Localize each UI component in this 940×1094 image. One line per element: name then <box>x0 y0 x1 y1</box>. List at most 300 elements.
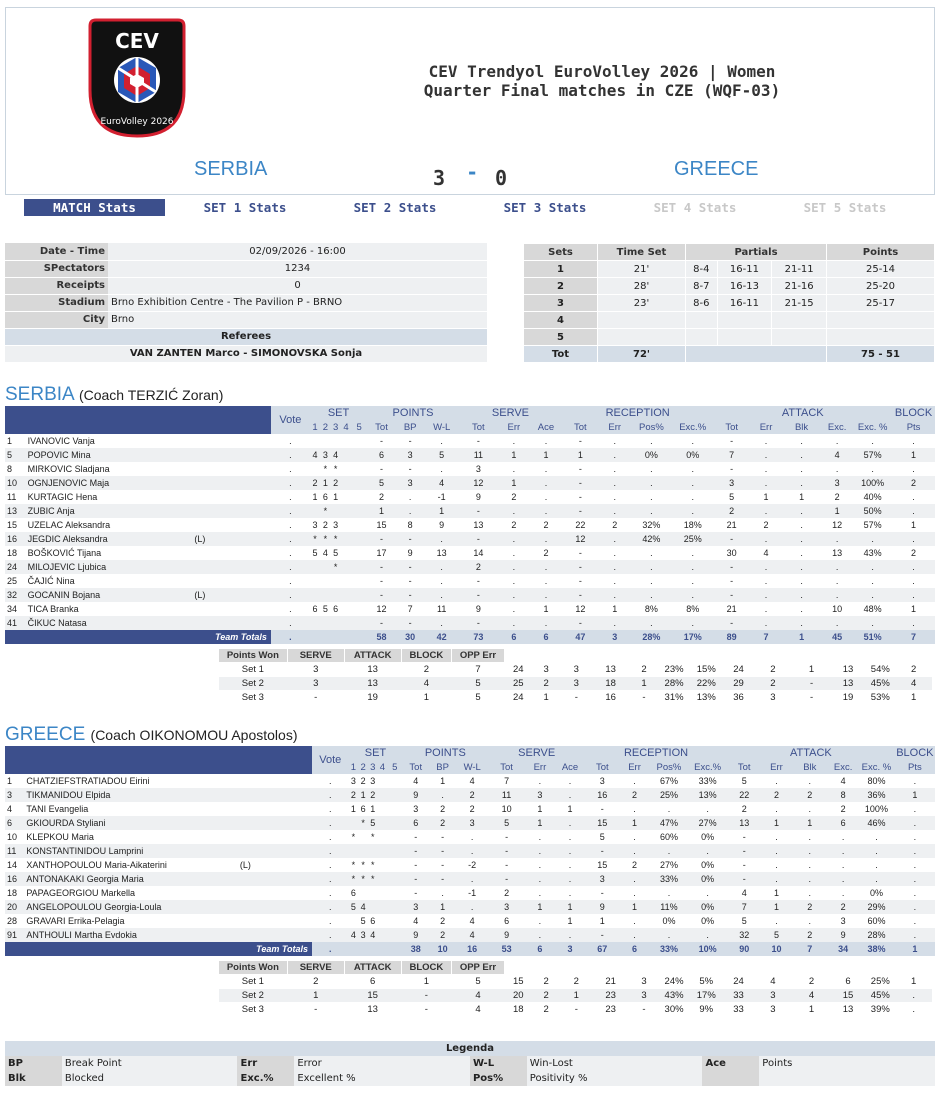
set-stats-cell: 15 <box>504 975 532 989</box>
stat-cell: . <box>828 858 858 872</box>
stat-cell: . <box>555 816 585 830</box>
stat-cell: 9 <box>585 900 619 914</box>
stat-cell: . <box>892 434 935 448</box>
stat-cell: . <box>853 560 892 574</box>
stat-cell: 100% <box>858 802 895 816</box>
stat-cell: . <box>631 616 672 630</box>
stat-cell: 3 <box>396 476 425 490</box>
stat-cell: * <box>320 462 330 476</box>
sub-header: Err <box>525 760 555 774</box>
set-stats-header-cell: OPP Err <box>452 961 505 975</box>
stat-cell: . <box>525 872 555 886</box>
stat-cell: 4 <box>828 774 858 788</box>
set-stats-cell: 24% <box>659 975 689 989</box>
total-cell <box>368 942 378 956</box>
stat-cell: 4 <box>727 886 761 900</box>
stat-cell <box>378 928 388 942</box>
stat-cell: 10 <box>821 602 853 616</box>
player-row[interactable] <box>5 616 935 630</box>
stat-cell <box>310 462 320 476</box>
stat-cell <box>368 886 378 900</box>
team-name[interactable]: SERBIA <box>5 384 74 405</box>
player-row[interactable] <box>5 900 935 914</box>
player-name[interactable]: ČAJIĆ Nina <box>26 574 129 588</box>
stat-cell: 3 <box>396 448 425 462</box>
stat-cell: . <box>650 928 689 942</box>
stat-cell: 3 <box>368 774 378 788</box>
legend-value: Excellent % <box>294 1071 470 1086</box>
set-stats-header-spacer <box>723 649 753 663</box>
sub-header: Exc. <box>828 760 858 774</box>
tab-set-2-stats[interactable]: SET 2 Stats <box>353 200 437 215</box>
stat-cell: 22 <box>727 788 761 802</box>
stat-cell <box>387 788 402 802</box>
player-row[interactable] <box>5 928 935 942</box>
stat-cell: - <box>727 872 761 886</box>
stat-cell: . <box>555 858 585 872</box>
stat-cell: . <box>782 462 821 476</box>
player-row[interactable] <box>5 858 935 872</box>
set-stats-cell: - <box>560 691 592 705</box>
set-stats-cell: 4 <box>452 1003 505 1017</box>
stat-cell <box>320 616 330 630</box>
team-name[interactable]: GREECE <box>5 724 86 745</box>
group-header: BLOCK <box>892 406 935 420</box>
stat-cell: 8% <box>672 602 713 616</box>
info-row <box>5 294 487 311</box>
stat-cell <box>378 872 388 886</box>
stat-cell <box>341 490 351 504</box>
player-name[interactable]: BOŠKOVIĆ Tijana <box>26 546 129 560</box>
total-cell: 28% <box>631 630 672 644</box>
set-stats-header <box>219 649 933 663</box>
set-stats-cell: 3 <box>532 663 560 677</box>
stat-cell <box>387 802 402 816</box>
stat-cell: 6 <box>368 914 378 928</box>
player-name[interactable]: TICA Branka <box>26 602 129 616</box>
player-row[interactable] <box>5 476 935 490</box>
player-row[interactable] <box>5 546 935 560</box>
stat-cell: 1 <box>349 802 359 816</box>
stat-cell: * <box>368 830 378 844</box>
stat-cell: 9 <box>459 602 498 616</box>
player-name[interactable]: OGNJENOVIC Maja <box>26 476 129 490</box>
stat-cell: 12 <box>367 602 396 616</box>
total-cell <box>310 630 320 644</box>
set-stats-cell: 9% <box>689 1003 723 1017</box>
stat-cell: . <box>892 560 935 574</box>
stat-cell: . <box>555 844 585 858</box>
stat-cell <box>368 900 378 914</box>
stat-cell: . <box>672 434 713 448</box>
stat-cell: 1 <box>525 816 555 830</box>
player-name[interactable]: MILOJEVIC Ljubica <box>26 560 129 574</box>
stats-group-header <box>5 406 935 420</box>
stat-cell: 4 <box>456 928 488 942</box>
stat-cell: - <box>429 844 456 858</box>
stat-cell: 4 <box>821 448 853 462</box>
stat-cell: . <box>688 928 727 942</box>
stat-cell: 3 <box>525 788 555 802</box>
player-row[interactable] <box>5 560 935 574</box>
stat-cell: . <box>530 490 562 504</box>
stat-cell: . <box>895 816 935 830</box>
set-summary-set: 5 <box>524 329 598 346</box>
sub-header: Tot <box>459 420 498 434</box>
stat-cell <box>341 588 351 602</box>
stat-cell: 1 <box>368 802 378 816</box>
home-team-name[interactable]: SERBIA <box>194 158 268 180</box>
stat-cell: . <box>828 886 858 900</box>
stat-cell <box>387 900 402 914</box>
set-stats-cell: 3 <box>287 663 344 677</box>
stat-cell: . <box>396 504 425 518</box>
total-cell: 10 <box>429 942 456 956</box>
set-stats-cell: 2 <box>532 989 560 1003</box>
stat-cell: . <box>530 616 562 630</box>
total-cell <box>341 630 351 644</box>
set-stats-cell: 1 <box>792 663 831 677</box>
stat-cell: - <box>562 504 599 518</box>
tab-set-3-stats[interactable]: SET 3 Stats <box>503 200 587 215</box>
stat-cell: . <box>425 588 459 602</box>
stat-cell: . <box>792 858 829 872</box>
stat-cell: 9 <box>459 490 498 504</box>
stat-cell: * <box>320 532 330 546</box>
stat-cell: . <box>425 616 459 630</box>
stat-cell: 40% <box>853 490 892 504</box>
stat-cell: 32% <box>631 518 672 532</box>
set-stats-cell: 23 <box>592 989 629 1003</box>
player-name[interactable]: CHATZIEFSTRATIADOU Eirini <box>24 774 178 788</box>
total-cell <box>378 942 388 956</box>
match-info-table <box>5 243 487 363</box>
stat-cell: . <box>892 504 935 518</box>
stat-cell: . <box>761 858 791 872</box>
stat-cell: 3 <box>402 900 429 914</box>
player-row[interactable] <box>5 872 935 886</box>
player-row[interactable] <box>5 574 935 588</box>
sub-header: Err <box>750 420 782 434</box>
group-header: SERVE <box>488 746 585 760</box>
stat-cell: . <box>599 434 631 448</box>
set-summary-p2: 16-11 <box>717 261 772 278</box>
player-name[interactable]: POPOVIC Mina <box>26 448 129 462</box>
libero-tag <box>179 788 312 802</box>
stat-cell: . <box>631 462 672 476</box>
stat-cell: * <box>320 504 330 518</box>
set-stats-cell: 1 <box>401 691 452 705</box>
stat-cell: . <box>821 616 853 630</box>
stat-cell: . <box>631 504 672 518</box>
set-summary-row <box>524 295 935 312</box>
stat-cell: 1 <box>761 900 791 914</box>
player-row[interactable] <box>5 844 935 858</box>
stat-cell: - <box>488 872 525 886</box>
stat-cell: - <box>585 928 619 942</box>
total-cell <box>331 630 341 644</box>
set-stats-cell: 3 <box>754 691 793 705</box>
stat-cell <box>320 574 330 588</box>
stat-cell: 5 <box>320 602 330 616</box>
stat-cell: - <box>562 476 599 490</box>
set-stats-cell: 4 <box>792 989 831 1003</box>
sub-header: Tot <box>367 420 396 434</box>
player-name[interactable]: KLEPKOU Maria <box>24 830 178 844</box>
set-summary-set: 1 <box>524 261 598 278</box>
stat-cell: . <box>498 574 530 588</box>
player-row[interactable] <box>5 774 935 788</box>
player-row[interactable] <box>5 434 935 448</box>
player-name[interactable]: KONSTANTINIDOU Lamprini <box>24 844 178 858</box>
stat-cell: 33% <box>650 872 689 886</box>
player-name[interactable]: MIRKOVIC Sladjana <box>26 462 129 476</box>
info-label: SPectators <box>5 260 108 277</box>
libero-tag <box>179 774 312 788</box>
jersey-number: 16 <box>5 872 24 886</box>
stat-cell <box>320 434 330 448</box>
player-row[interactable] <box>5 914 935 928</box>
stat-cell: 2 <box>456 802 488 816</box>
team-totals-row <box>5 942 935 956</box>
set-summary-set: 4 <box>524 312 598 329</box>
stat-cell: . <box>631 560 672 574</box>
sub-header: 1 <box>349 760 359 774</box>
stat-cell <box>310 560 320 574</box>
set-stats-cell: Set 2 <box>219 677 288 691</box>
stat-cell: - <box>713 588 750 602</box>
player-name[interactable]: IVANOVIC Vanja <box>26 434 129 448</box>
stat-cell: . <box>312 774 349 788</box>
set-stats-cell: - <box>287 691 344 705</box>
sub-header: 3 <box>331 420 341 434</box>
stat-cell: 4 <box>320 546 330 560</box>
player-name[interactable]: KURTAGIC Hena <box>26 490 129 504</box>
stat-cell: . <box>828 844 858 858</box>
player-name[interactable]: ANTHOULI Martha Evdokia <box>24 928 178 942</box>
stat-cell: 100% <box>853 476 892 490</box>
stat-cell: . <box>821 560 853 574</box>
stat-cell: . <box>530 462 562 476</box>
sub-header: 5 <box>387 760 402 774</box>
legend-key <box>702 1071 759 1086</box>
stat-cell: 9 <box>425 518 459 532</box>
total-cell: 67 <box>585 942 619 956</box>
set-stats-header-spacer <box>659 649 689 663</box>
set-stats-cell: 39% <box>865 1003 895 1017</box>
stat-cell: 13 <box>459 518 498 532</box>
jersey-number: 20 <box>5 900 24 914</box>
stat-cell <box>387 774 402 788</box>
player-name[interactable]: TANI Evangelia <box>24 802 178 816</box>
player-row[interactable] <box>5 886 935 900</box>
stat-cell: 8% <box>631 602 672 616</box>
stat-cell: . <box>782 546 821 560</box>
stat-cell: . <box>672 462 713 476</box>
stat-cell: - <box>713 532 750 546</box>
stat-cell: 6 <box>402 816 429 830</box>
stat-cell: . <box>672 616 713 630</box>
stat-cell: - <box>429 872 456 886</box>
player-name[interactable]: GOCANIN Bojana <box>26 588 129 602</box>
stat-cell: 1 <box>429 774 456 788</box>
set-stats-header-cell: Points Won <box>219 649 288 663</box>
stat-cell: . <box>761 872 791 886</box>
stat-cell: . <box>271 462 310 476</box>
stat-cell: . <box>858 872 895 886</box>
player-row[interactable] <box>5 830 935 844</box>
total-cell: 42 <box>425 630 459 644</box>
player-row[interactable] <box>5 490 935 504</box>
stat-cell: 8 <box>396 518 425 532</box>
stat-cell: . <box>782 602 821 616</box>
away-team-name[interactable]: GREECE <box>674 158 759 180</box>
stat-cell: 2 <box>459 560 498 574</box>
set-stats-header-spacer <box>865 649 895 663</box>
stat-cell: 1 <box>498 476 530 490</box>
stat-cell: * <box>368 858 378 872</box>
stat-cell: 1 <box>530 448 562 462</box>
set-stats-header-spacer <box>560 961 592 975</box>
player-name[interactable]: TIKMANIDOU Elpida <box>24 788 178 802</box>
stat-cell: 1 <box>599 602 631 616</box>
player-name[interactable]: GKIOURDA Styliani <box>24 816 178 830</box>
stat-cell: 6 <box>310 602 320 616</box>
stat-cell <box>341 560 351 574</box>
coach-name: (Coach TERZIĆ Zoran) <box>78 387 224 403</box>
player-name[interactable]: PAPAGEORGIOU Markella <box>24 886 178 900</box>
stat-cell: . <box>525 774 555 788</box>
set-summary-row <box>524 329 935 346</box>
stat-cell: . <box>761 774 791 788</box>
player-name[interactable]: ANTONAKAKI Georgia Maria <box>24 872 178 886</box>
stat-cell: 1 <box>320 476 330 490</box>
set-stats-row <box>219 989 933 1003</box>
set-stats-cell: 29 <box>723 677 753 691</box>
player-name[interactable]: ZUBIC Anja <box>26 504 129 518</box>
set-stats-header-spacer <box>504 649 532 663</box>
player-name[interactable]: XANTHOPOULOU Maria-Aikaterini <box>24 858 178 872</box>
stat-cell: . <box>821 532 853 546</box>
info-row <box>5 277 487 294</box>
stat-cell: . <box>672 546 713 560</box>
stat-cell <box>341 602 351 616</box>
jersey-number: 16 <box>5 532 26 546</box>
stat-cell <box>378 788 388 802</box>
stat-cell: 2 <box>892 546 935 560</box>
stat-cell: 5 <box>585 830 619 844</box>
player-name[interactable]: ČIKUC Natasa <box>26 616 129 630</box>
referees-value: VAN ZANTEN Marco - SIMONOVSKA Sonja <box>5 345 487 362</box>
player-row[interactable] <box>5 816 935 830</box>
stat-cell: . <box>599 560 631 574</box>
legend-key: Err <box>237 1056 294 1071</box>
tab-set-1-stats[interactable]: SET 1 Stats <box>203 200 287 215</box>
set-stats-cell: - <box>629 691 659 705</box>
stat-cell: . <box>631 574 672 588</box>
libero-tag <box>129 574 271 588</box>
stat-cell: 5 <box>727 774 761 788</box>
player-row[interactable] <box>5 602 935 616</box>
player-row[interactable] <box>5 588 935 602</box>
stat-cell: . <box>525 844 555 858</box>
stat-cell: . <box>599 490 631 504</box>
stat-cell: . <box>631 476 672 490</box>
player-row[interactable] <box>5 504 935 518</box>
stat-cell: 2 <box>456 788 488 802</box>
sub-header: 3 <box>368 760 378 774</box>
player-row[interactable] <box>5 802 935 816</box>
stat-cell: - <box>402 886 429 900</box>
stat-cell: . <box>782 448 821 462</box>
stat-cell: . <box>631 434 672 448</box>
stat-cell: 2 <box>599 518 631 532</box>
stat-cell <box>349 816 359 830</box>
set-stats-cell: 2 <box>754 663 793 677</box>
stat-cell: . <box>821 574 853 588</box>
set-stats-cell: 54% <box>865 663 895 677</box>
stat-cell: . <box>599 462 631 476</box>
player-name[interactable]: JEGDIC Aleksandra <box>26 532 129 546</box>
set-stats-cell: 13 <box>831 677 865 691</box>
set-summary-p1: 8-7 <box>686 278 718 295</box>
set-stats-row <box>219 1003 933 1017</box>
stat-cell: - <box>396 616 425 630</box>
stat-cell: - <box>562 588 599 602</box>
stat-cell: 2 <box>530 518 562 532</box>
stat-cell: . <box>555 788 585 802</box>
stat-cell: 3 <box>821 476 853 490</box>
stat-cell: 9 <box>396 546 425 560</box>
set-stats-cell: 36 <box>723 691 753 705</box>
sub-header: BP <box>396 420 425 434</box>
set-stats-table-serbia <box>218 648 932 705</box>
sub-header: Pts <box>895 760 935 774</box>
player-name[interactable]: UZELAC Aleksandra <box>26 518 129 532</box>
stat-cell: 15 <box>585 816 619 830</box>
tab-match-stats[interactable]: MATCH Stats <box>24 199 165 216</box>
stat-cell: . <box>498 546 530 560</box>
info-label: Date - Time <box>5 243 108 260</box>
total-cell: 16 <box>456 942 488 956</box>
stat-cell <box>320 588 330 602</box>
sub-header: Exc.% <box>688 760 727 774</box>
sub-header: Tot <box>585 760 619 774</box>
set-stats-cell: 3 <box>629 989 659 1003</box>
legend-value <box>759 1071 935 1086</box>
jersey-number: 1 <box>5 434 26 448</box>
jersey-number: 14 <box>5 858 24 872</box>
set-stats-header-spacer <box>895 649 932 663</box>
player-name[interactable]: ANGELOPOULOU Georgia-Loula <box>24 900 178 914</box>
player-row[interactable] <box>5 462 935 476</box>
group-header: POINTS <box>367 406 459 420</box>
jersey-number: 8 <box>5 462 26 476</box>
set-summary-time <box>598 329 686 346</box>
player-row[interactable] <box>5 532 935 546</box>
player-row[interactable] <box>5 788 935 802</box>
stat-cell: 7 <box>488 774 525 788</box>
player-row[interactable] <box>5 518 935 532</box>
stat-cell: 5 <box>761 928 791 942</box>
player-row[interactable] <box>5 448 935 462</box>
stat-cell: . <box>761 914 791 928</box>
player-name[interactable]: GRAVARI Errika-Pelagia <box>24 914 178 928</box>
stat-cell: 3 <box>828 914 858 928</box>
stat-cell: 7 <box>727 900 761 914</box>
libero-tag <box>179 900 312 914</box>
stat-cell: . <box>782 518 821 532</box>
